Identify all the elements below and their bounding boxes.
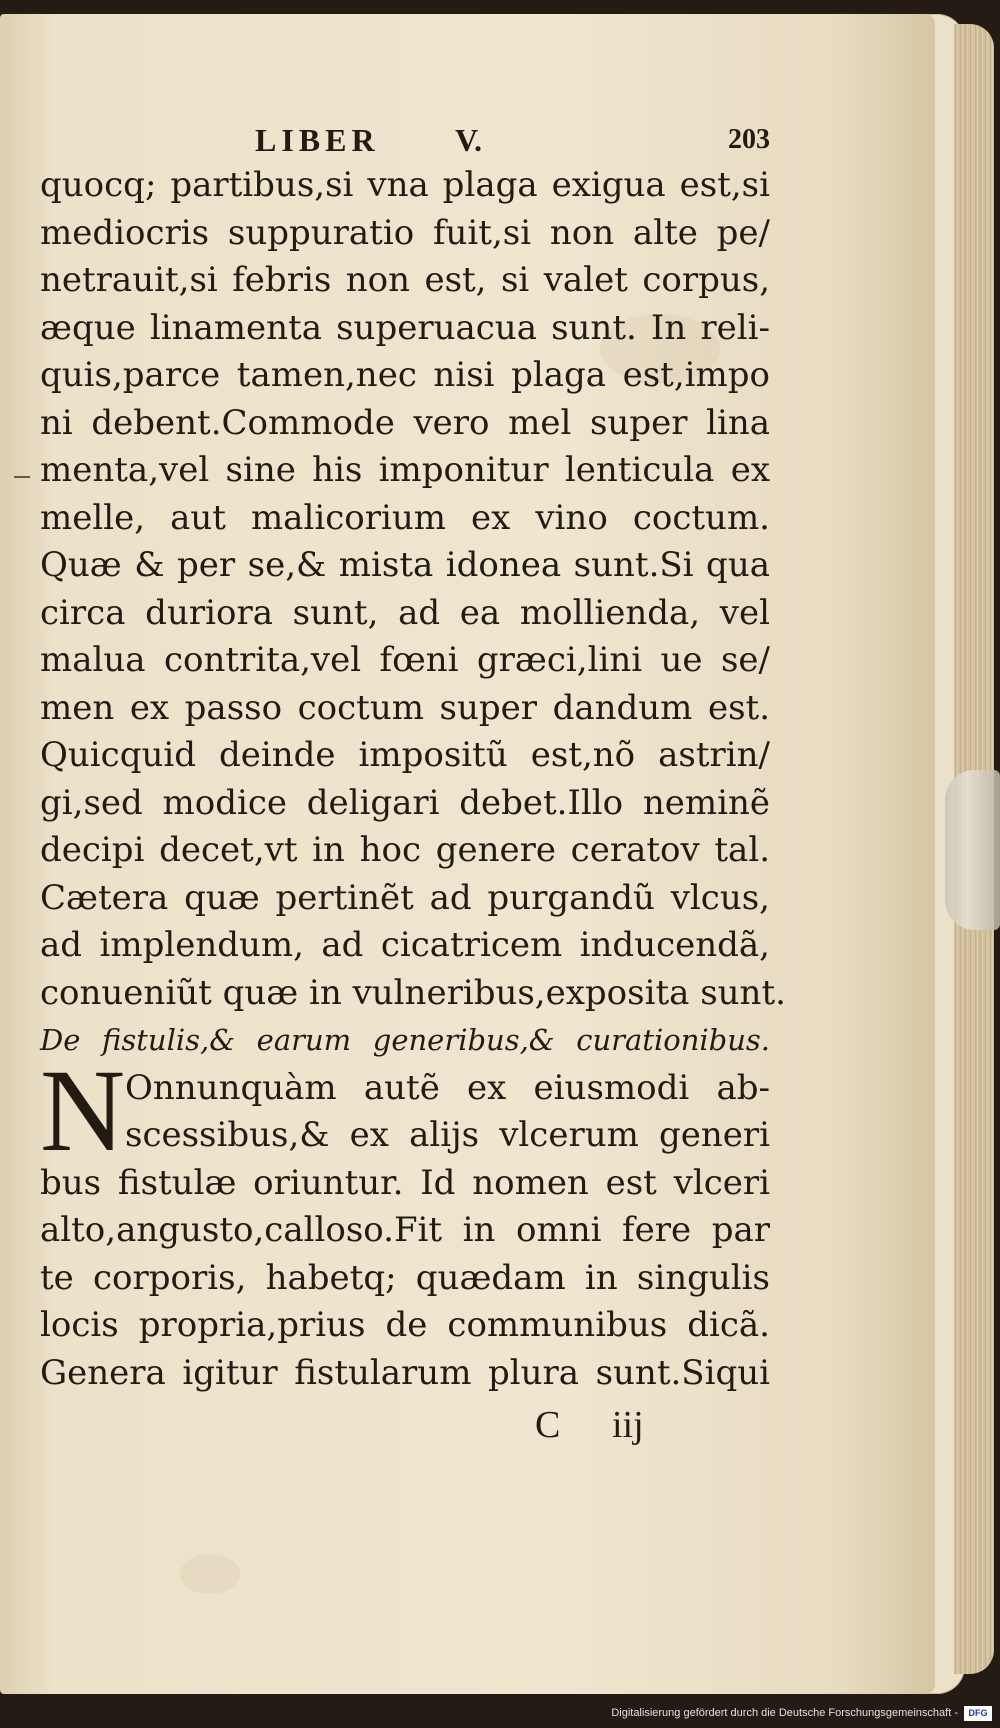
section-heading: De fistulis,& earum generibus,& curationibus. (40, 1023, 770, 1057)
text-line: Quicquid deinde impositũ est,nõ astrin/ (40, 735, 770, 775)
text-line: netrauit,si febris non est, si valet corpus, (40, 260, 770, 300)
text-line: ni debent.Commode vero mel super lina (40, 402, 770, 443)
page-number: 203 (728, 124, 770, 155)
footer-bar (0, 1698, 1000, 1728)
text-line: decipi decet,vt in hoc genere ceratov tal. (40, 830, 770, 870)
dfg-logo: DFG (964, 1706, 992, 1721)
text-line: gi,sed modice deligari debet.Illo neminẽ (40, 782, 770, 823)
text-line: bus fistulæ oriuntur. Id nomen est vlceri (40, 1162, 770, 1203)
drop-cap: N (40, 1044, 126, 1176)
text-line: melle, aut malicorium ex vino coctum. (40, 497, 770, 538)
margin-mark (14, 476, 30, 478)
initial-paragraph-start (40, 1044, 770, 1176)
text-line: alto,angusto,calloso.Fit in omni fere par (40, 1210, 770, 1250)
funding-credit: Digitalisierung gefördert durch die Deutsche Forschungsgemeinschaft - (611, 1707, 958, 1719)
signature-number: iij (612, 1404, 644, 1446)
paper-stain (180, 1554, 240, 1594)
body-text-lower (40, 1160, 770, 1398)
text-line: quocq; partibus,si vna plaga exigua est,si (40, 165, 770, 205)
text-line: Cætera quæ pertinẽt ad purgandũ vlcus, (40, 877, 770, 918)
text-line: scessibus,& ex alijs vlcerum generi (125, 1115, 770, 1155)
text-line: locis propria,prius de communibus dicã. (40, 1305, 770, 1345)
text-line: æque linamenta superuacua sunt. In reli- (40, 307, 770, 348)
text-line: Onnunquàm autẽ ex eiusmodi ab- (125, 1067, 770, 1108)
text-line: Quæ & per se,& mista idonea sunt.Si qua (40, 545, 770, 585)
signature-mark (40, 1397, 770, 1452)
body-text-upper (40, 162, 786, 1017)
text-line: menta,vel sine his imponitur lenticula ex (40, 450, 770, 490)
text-line: conueniũt quæ in vulneribus,exposita sunt. (40, 972, 786, 1013)
page-clip (945, 770, 1000, 930)
signature-letter: C (535, 1404, 561, 1446)
running-head (40, 118, 770, 162)
text-line: Genera igitur fistularum plura sunt.Siqui (40, 1352, 770, 1393)
text-line: mediocris suppuratio fuit,si non alte pe/ (40, 212, 770, 253)
text-line: quis,parce tamen,nec nisi plaga est,impo (40, 355, 770, 395)
running-head-book: V. (455, 122, 482, 158)
text-line: men ex passo coctum super dandum est. (40, 687, 770, 728)
text-line: circa duriora sunt, ad ea mollienda, vel (40, 592, 770, 633)
text-block (40, 118, 786, 1452)
text-line: malua contrita,vel fœni græci,lini ue se/ (40, 640, 770, 680)
text-line: ad implendum, ad cicatricem inducendã, (40, 925, 770, 965)
running-head-title: LIBER (255, 122, 380, 158)
text-line: te corporis, habetq; quædam in singulis (40, 1257, 770, 1298)
